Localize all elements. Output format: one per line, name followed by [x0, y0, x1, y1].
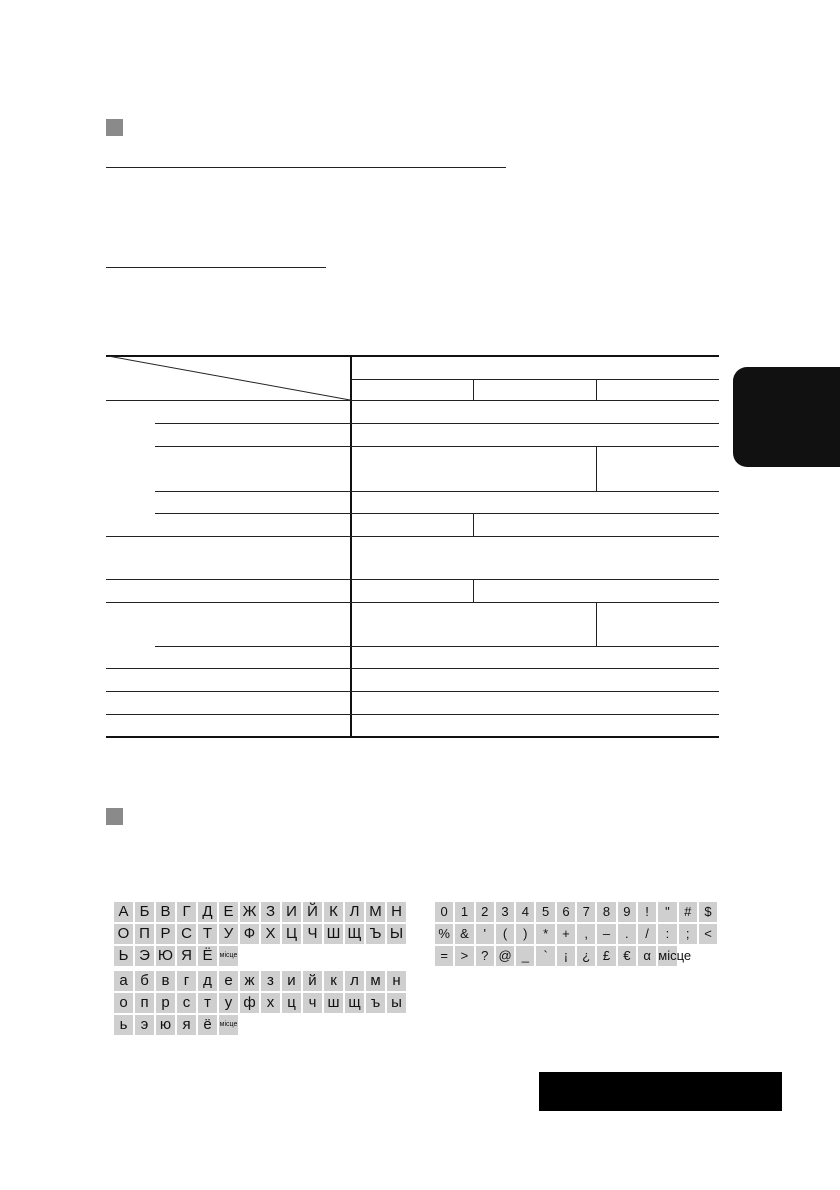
char-cell: Ы — [387, 924, 406, 944]
table-col-divider — [350, 355, 352, 737]
char-cell: Т — [198, 924, 217, 944]
table-row-rule — [155, 646, 719, 647]
char-cell: @ — [496, 946, 514, 966]
char-cell: ¿ — [577, 946, 595, 966]
char-cell: 6 — [557, 902, 575, 922]
char-cell: < — [699, 924, 717, 944]
char-cell: α — [638, 946, 656, 966]
char-cell: Р — [156, 924, 175, 944]
char-cell: Л — [345, 902, 364, 922]
table-row-rule — [106, 400, 719, 401]
char-cell: ч — [303, 993, 322, 1013]
table-bottom-rule — [106, 736, 719, 738]
char-cell: м — [366, 971, 385, 991]
char-cell: я — [177, 1015, 196, 1035]
char-cell: : — [658, 924, 676, 944]
section-marker-icon — [106, 119, 123, 136]
char-cell: # — [679, 902, 697, 922]
char-cell: ; — [679, 924, 697, 944]
char-cell: з — [261, 971, 280, 991]
char-cell: С — [177, 924, 196, 944]
char-cell: З — [261, 902, 280, 922]
table-row-rule — [106, 536, 719, 537]
table-row-rule — [155, 446, 719, 447]
char-cell: _ — [516, 946, 534, 966]
char-cell: ю — [156, 1015, 175, 1035]
char-cell: в — [156, 971, 175, 991]
subheading-underline — [106, 267, 326, 268]
char-cell: місце — [658, 946, 676, 966]
char-cell: и — [282, 971, 301, 991]
char-cell: місце — [219, 1015, 238, 1035]
char-cell: П — [135, 924, 154, 944]
char-cell: У — [219, 924, 238, 944]
char-cell: € — [618, 946, 636, 966]
lowercase-char-grid — [114, 971, 406, 1035]
char-cell: = — [435, 946, 453, 966]
char-cell: 0 — [435, 902, 453, 922]
char-cell: х — [261, 993, 280, 1013]
char-cell: п — [135, 993, 154, 1013]
char-cell: Е — [219, 902, 238, 922]
char-cell: 3 — [496, 902, 514, 922]
char-cell: 9 — [618, 902, 636, 922]
char-cell: а — [114, 971, 133, 991]
char-cell: £ — [597, 946, 615, 966]
table-cell-divider — [596, 602, 597, 646]
symbol-char-grid — [435, 902, 717, 966]
char-cell: К — [324, 902, 343, 922]
table-cell-divider — [473, 513, 474, 536]
char-cell: Щ — [345, 924, 364, 944]
char-cell: / — [638, 924, 656, 944]
table-cell-divider — [473, 579, 474, 602]
char-cell: , — [577, 924, 595, 944]
char-cell: 7 — [577, 902, 595, 922]
char-cell: л — [345, 971, 364, 991]
char-cell: ж — [240, 971, 259, 991]
char-cell: місце — [219, 946, 238, 966]
table-row-rule — [155, 513, 719, 514]
char-cell: Ь — [114, 946, 133, 966]
char-cell: ' — [476, 924, 494, 944]
char-cell: ! — [638, 902, 656, 922]
char-cell: ь — [114, 1015, 133, 1035]
char-cell: ( — [496, 924, 514, 944]
table-row-rule — [106, 668, 719, 669]
char-cell: ё — [198, 1015, 217, 1035]
char-cell: н — [387, 971, 406, 991]
char-cell: й — [303, 971, 322, 991]
table-header-diagonal — [108, 356, 352, 400]
char-cell: & — [455, 924, 473, 944]
char-cell: * — [536, 924, 554, 944]
char-cell: т — [198, 993, 217, 1013]
char-cell: ъ — [366, 993, 385, 1013]
char-cell: ц — [282, 993, 301, 1013]
char-cell: Й — [303, 902, 322, 922]
char-cell: о — [114, 993, 133, 1013]
char-cell: ш — [324, 993, 343, 1013]
char-cell: А — [114, 902, 133, 922]
table-row-rule — [106, 691, 719, 692]
char-cell: " — [658, 902, 676, 922]
char-cell: р — [156, 993, 175, 1013]
char-cell: ы — [387, 993, 406, 1013]
char-cell: Д — [198, 902, 217, 922]
table-cell-divider — [596, 446, 597, 491]
char-cell: Г — [177, 902, 196, 922]
char-cell: щ — [345, 993, 364, 1013]
heading-underline — [106, 167, 506, 168]
char-cell: ф — [240, 993, 259, 1013]
char-cell: % — [435, 924, 453, 944]
char-cell: Э — [135, 946, 154, 966]
char-cell: О — [114, 924, 133, 944]
char-cell: Ф — [240, 924, 259, 944]
char-cell: д — [198, 971, 217, 991]
char-cell: у — [219, 993, 238, 1013]
table-row-rule — [106, 602, 719, 603]
char-cell: Х — [261, 924, 280, 944]
table-subcol-1 — [473, 379, 474, 400]
uppercase-char-grid — [114, 902, 406, 966]
char-cell: ¡ — [557, 946, 575, 966]
char-cell: 8 — [597, 902, 615, 922]
char-cell: ) — [516, 924, 534, 944]
char-cell: Б — [135, 902, 154, 922]
char-cell: Ж — [240, 902, 259, 922]
char-cell: . — [618, 924, 636, 944]
char-cell: Ъ — [366, 924, 385, 944]
char-cell: ? — [476, 946, 494, 966]
char-cell: Н — [387, 902, 406, 922]
char-cell: Ц — [282, 924, 301, 944]
char-cell: И — [282, 902, 301, 922]
char-cell: – — [597, 924, 615, 944]
language-tab — [733, 367, 840, 467]
char-cell: В — [156, 902, 175, 922]
char-cell: Ю — [157, 947, 174, 964]
char-cell: 2 — [476, 902, 494, 922]
char-cell: Я — [177, 946, 196, 966]
char-cell: ` — [536, 946, 554, 966]
char-cell: Ш — [324, 924, 343, 944]
char-cell: 5 — [536, 902, 554, 922]
footer-page-bar — [539, 1072, 782, 1111]
char-cell: е — [219, 971, 238, 991]
table-row-rule — [106, 714, 719, 715]
char-cell: > — [455, 946, 473, 966]
char-cell: Ч — [303, 924, 322, 944]
section-marker-icon — [106, 808, 123, 825]
char-cell: Ё — [198, 946, 217, 966]
char-cell: 4 — [516, 902, 534, 922]
char-cell: М — [366, 902, 385, 922]
char-cell: г — [177, 971, 196, 991]
table-row-rule — [155, 423, 719, 424]
table-subheader-rule — [351, 379, 719, 380]
char-cell: + — [557, 924, 575, 944]
table-row-rule — [106, 579, 719, 580]
char-cell: 1 — [455, 902, 473, 922]
char-cell: $ — [699, 902, 717, 922]
table-row-rule — [155, 491, 719, 492]
char-cell: э — [135, 1015, 154, 1035]
table-subcol-2 — [596, 379, 597, 400]
char-cell: к — [324, 971, 343, 991]
char-cell: б — [135, 971, 154, 991]
char-cell: с — [177, 993, 196, 1013]
